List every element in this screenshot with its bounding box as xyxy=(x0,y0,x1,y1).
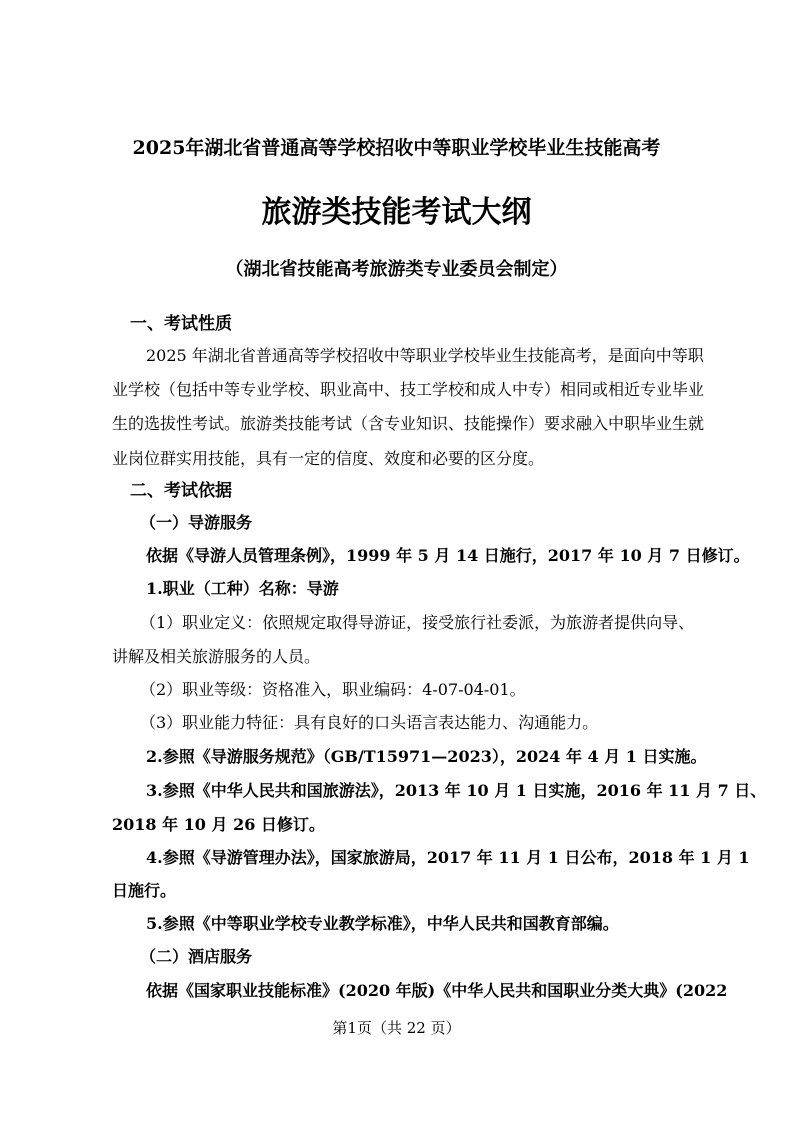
item-definition: （1）职业定义：依照规定取得导游证，接受旅行社委派，为旅游者提供向导、 xyxy=(140,613,695,632)
item-reference-3-cont: 2018 年 10 月 26 日修订。 xyxy=(112,815,325,834)
paragraph-line: 生的选拔性考试。旅游类技能考试（含专业知识、技能操作）要求融入中职毕业生就 xyxy=(112,414,705,433)
section-heading-nature: 一、考试性质 xyxy=(130,314,232,334)
paragraph-line: 业岗位群实用技能，具有一定的信度、效度和必要的区分度。 xyxy=(112,449,545,468)
item-reference-4: 4.参照《导游管理办法》，国家旅游局，2017 年 11 月 1 日公布，2018 年 1 月 1 xyxy=(146,848,750,867)
item-reference-2: 2.参照《导游服务规范》（GB/T15971—2023），2024 年 4 月 1 日实施。 xyxy=(146,747,707,766)
item-ability: （3）职业能力特征：具有良好的口头语言表达能力、沟通能力。 xyxy=(140,713,599,732)
paragraph-line: 业学校（包括中等专业学校、职业高中、技工学校和成人中专）相同或相近专业毕业 xyxy=(112,380,705,399)
document-title: 旅游类技能考试大纲 xyxy=(261,195,532,230)
paragraph-line: 2025 年湖北省普通高等学校招收中等职业学校毕业生技能高考，是面向中等职 xyxy=(146,346,704,365)
document-subtitle: （湖北省技能高考旅游类专业委员会制定） xyxy=(225,259,568,280)
item-level: （2）职业等级：资格准入，职业编码：4-07-04-01。 xyxy=(140,680,526,699)
item-reference-3: 3.参照《中华人民共和国旅游法》，2013 年 10 月 1 日实施，2016 年 11 月 7 日、 xyxy=(146,781,767,800)
subsection-heading-tour-guide: （一）导游服务 xyxy=(140,513,253,532)
basis-line-hotel: 依据《国家职业技能标准》(2020 年版)《中华人民共和国职业分类大典》(2022 xyxy=(146,981,728,1000)
item-reference-5: 5.参照《中等职业学校专业教学标准》，中华人民共和国教育部编。 xyxy=(146,914,619,933)
section-heading-basis: 二、考试依据 xyxy=(130,481,232,501)
item-occupation-name: 1.职业（工种）名称：导游 xyxy=(146,579,339,598)
item-reference-4-cont: 日施行。 xyxy=(112,881,177,900)
page-footer: 第1页（共 22 页） xyxy=(332,1019,461,1037)
subsection-heading-hotel: （二）酒店服务 xyxy=(140,947,253,966)
item-definition-cont: 讲解及相关旅游服务的人员。 xyxy=(112,647,321,666)
document-title-line1: 2025年湖北省普通高等学校招收中等职业学校毕业生技能高考 xyxy=(132,137,661,159)
basis-line: 依据《导游人员管理条例》，1999 年 5 月 14 日施行，2017 年 10 月 7 日修订。 xyxy=(146,546,750,565)
